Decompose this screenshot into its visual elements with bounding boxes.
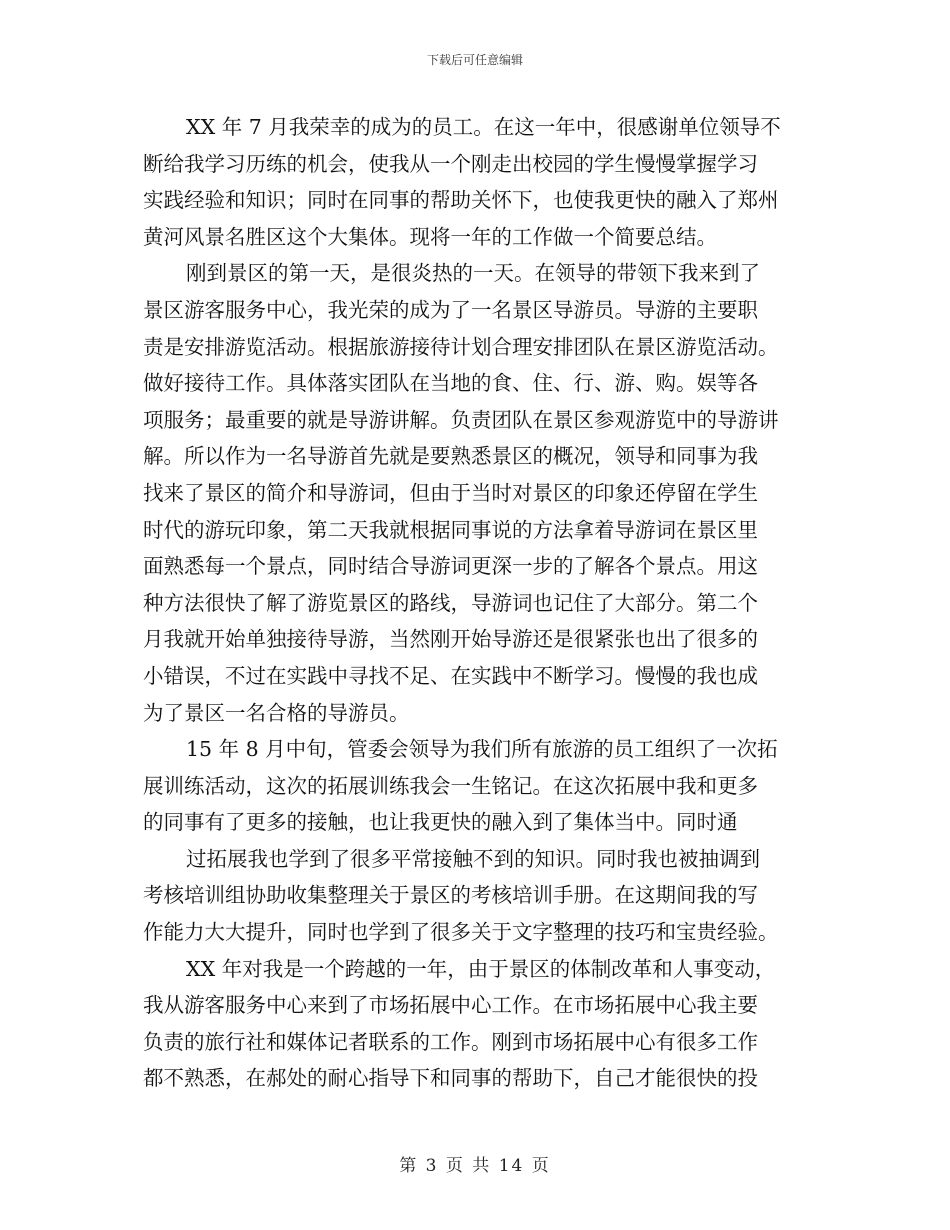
paragraph-line: 责是安排游览活动。根据旅游接待计划合理安排团队在景区游览活动。 [143, 334, 779, 359]
paragraph-line: XX 年对我是一个跨越的一年，由于景区的体制改革和人事变动， [186, 956, 776, 981]
document-body [143, 109, 811, 1097]
page-header: 下载后可任意编辑 [426, 53, 523, 67]
paragraph-line: 时代的游玩印象，第二天我就根据同事说的方法拿着导游词在景区里 [143, 517, 758, 542]
paragraph-line: 实践经验和知识；同时在同事的帮助关怀下，也使我更快的融入了郑州 [143, 188, 779, 213]
paragraph-line: 景区游客服务中心，我光荣的成为了一名景区导游员。导游的主要职 [143, 297, 758, 322]
paragraph-line: 都不熟悉，在郝处的耐心指导下和同事的帮助下，自己才能很快的投 [143, 1066, 758, 1091]
paragraph-line: 月我就开始单独接待导游，当然刚开始导游还是很紧张也出了很多的 [143, 627, 758, 652]
paragraph-line: 小错误，不过在实践中寻找不足、在实践中不断学习。慢慢的我也成 [143, 663, 758, 688]
paragraph-line: 项服务；最重要的就是导游讲解。负责团队在景区参观游览中的导游讲 [143, 407, 779, 432]
paragraph-line: 负责的旅行社和媒体记者联系的工作。刚到市场拓展中心有很多工作 [143, 1029, 758, 1054]
paragraph-line: 过拓展我也学到了很多平常接触不到的知识。同时我也被抽调到 [186, 846, 760, 871]
paragraph-line: 断给我学习历练的机会，使我从一个刚走出校园的学生慢慢掌握学习 [143, 151, 758, 176]
paragraph-line: 解。所以作为一名导游首先就是要熟悉景区的概况，领导和同事为我 [143, 444, 758, 469]
page-number-footer: 第 3 页 共 14 页 [399, 1156, 551, 1176]
paragraph-line: 的同事有了更多的接触，也让我更快的融入到了集体当中。同时通 [143, 810, 738, 835]
paragraph-line: 我从游客服务中心来到了市场拓展中心工作。在市场拓展中心我主要 [143, 993, 758, 1018]
paragraph-line: 面熟悉每一个景点，同时结合导游词更深一步的了解各个景点。用这 [143, 554, 758, 579]
paragraph-line: 找来了景区的简介和导游词，但由于当时对景区的印象还停留在学生 [143, 480, 758, 505]
paragraph-line: 为了景区一名合格的导游员。 [143, 700, 410, 725]
paragraph-line: 展训练活动，这次的拓展训练我会一生铭记。在这次拓展中我和更多 [143, 773, 758, 798]
paragraph-line: 做好接待工作。具体落实团队在当地的食、住、行、游、购。娱等各 [143, 371, 758, 396]
paragraph-line: 黄河风景名胜区这个大集体。现将一年的工作做一个简要总结。 [143, 224, 717, 249]
paragraph-line: 作能力大大提升，同时也学到了很多关于文字整理的技巧和宝贵经验。 [143, 920, 779, 945]
paragraph-line: 种方法很快了解了游览景区的路线，导游词也记住了大部分。第二个 [143, 590, 758, 615]
paragraph-line: 刚到景区的第一天，是很炎热的一天。在领导的带领下我来到了 [186, 261, 760, 286]
paragraph-line: XX 年 7 月我荣幸的成为的员工。在这一年中，很感谢单位领导不 [186, 115, 781, 139]
paragraph-line: 15 年 8 月中旬，管委会领导为我们所有旅游的员工组织了一次拓 [186, 737, 778, 762]
paragraph-line: 考核培训组协助收集整理关于景区的考核培训手册。在这期间我的写 [143, 883, 758, 908]
